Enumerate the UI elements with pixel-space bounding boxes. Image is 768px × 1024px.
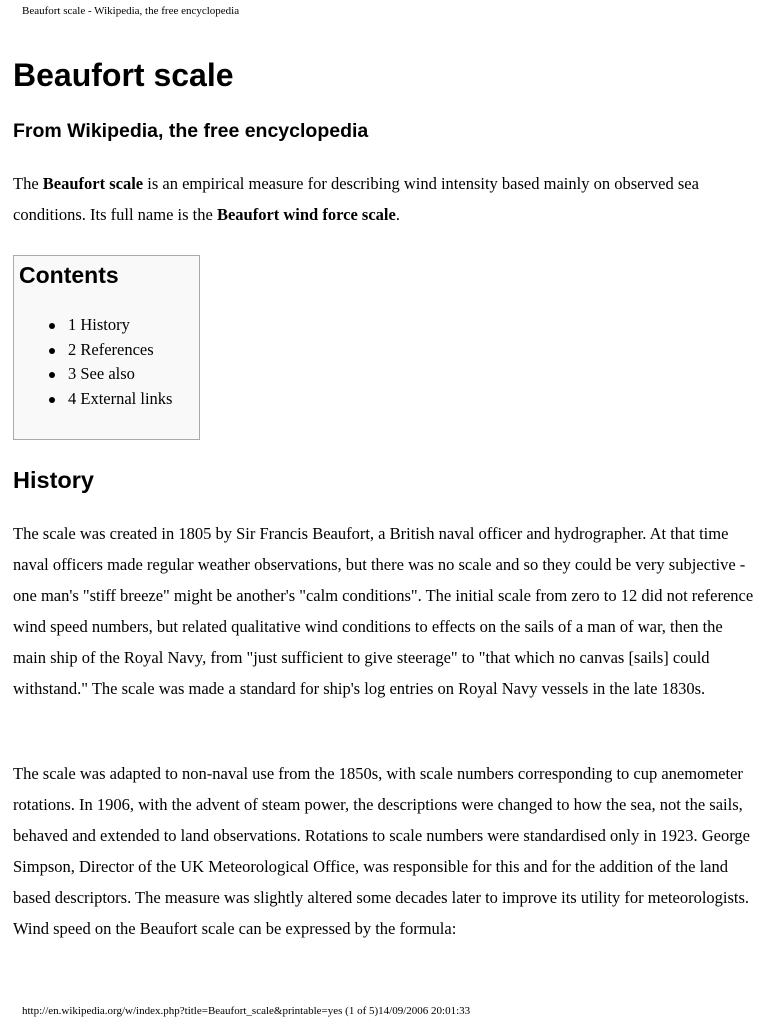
intro-text-2: is an empirical measure for describing wind intensity based mainly on observed sea conditions. Its full name is the [13, 174, 699, 224]
toc-item-external-links [14, 387, 172, 412]
table-of-contents [13, 255, 200, 440]
intro-bold-fullname: Beaufort wind force scale [216, 205, 396, 224]
toc-link-references[interactable]: 2 References [68, 339, 154, 359]
site-subtitle: From Wikipedia, the free encyclopedia [13, 120, 369, 142]
toc-title: Contents [19, 262, 119, 288]
history-heading: History [13, 467, 94, 493]
bullet-icon [49, 397, 55, 403]
toc-item-see-also [14, 362, 172, 387]
bullet-icon [49, 372, 55, 378]
toc-item-references [14, 338, 172, 363]
toc-list [14, 313, 172, 411]
toc-link-history[interactable]: 1 History [68, 315, 130, 334]
toc-link-see-also[interactable]: 3 See also [68, 364, 135, 383]
bullet-icon [49, 323, 55, 329]
intro-paragraph [13, 168, 758, 230]
bullet-icon [49, 348, 55, 354]
toc-item-history [14, 313, 172, 338]
page-title: Beaufort scale [13, 57, 234, 93]
history-paragraph-2: The scale was adapted to non-naval use from the 1850s, with scale numbers corresponding to cup anemometer rotations. In 1906, with the advent of steam power, the descriptions were changed to how the sea, not the sails, behaved and extended to land observations. Rotations to scale numbers were standardised only in 1923. George Simpson, Director of the UK Meteorological Office, was responsible for this and for the addition of the land based descriptors. The measure was slightly altered some decades later to improve its utility for meteorologists. Wind speed on the Beaufort scale can be expressed by the formula: [13, 764, 750, 938]
history-paragraph-1: The scale was created in 1805 by Sir Francis Beaufort, a British naval officer and hydrographer. At that time naval officers made regular weather observations, but there was no scale and so they could be very subjective - one man's "stiff breeze" might be another's "calm conditions". The initial scale from zero to 12 did not reference wind speed numbers, but related qualitative wind conditions to effects on the sails of a man of war, then the main ship of the Royal Navy, from "just sufficient to give steerage" to "that which no canvas [sails] could withstand." The scale was made a standard for ship's log entries on Royal Navy vessels in the late 1830s. [13, 524, 754, 698]
intro-bold-term: Beaufort scale [42, 174, 144, 193]
print-header: Beaufort scale - Wikipedia, the free encyclopedia [22, 5, 240, 17]
intro-text-1: The [13, 174, 43, 193]
print-footer: http://en.wikipedia.org/w/index.php?title=Beaufort_scale&printable=yes (1 of 5)14/09/2006 20:01:33 [22, 1005, 471, 1017]
toc-link-external-links[interactable]: 4 External links [68, 388, 173, 408]
intro-text-3: . [395, 205, 400, 224]
